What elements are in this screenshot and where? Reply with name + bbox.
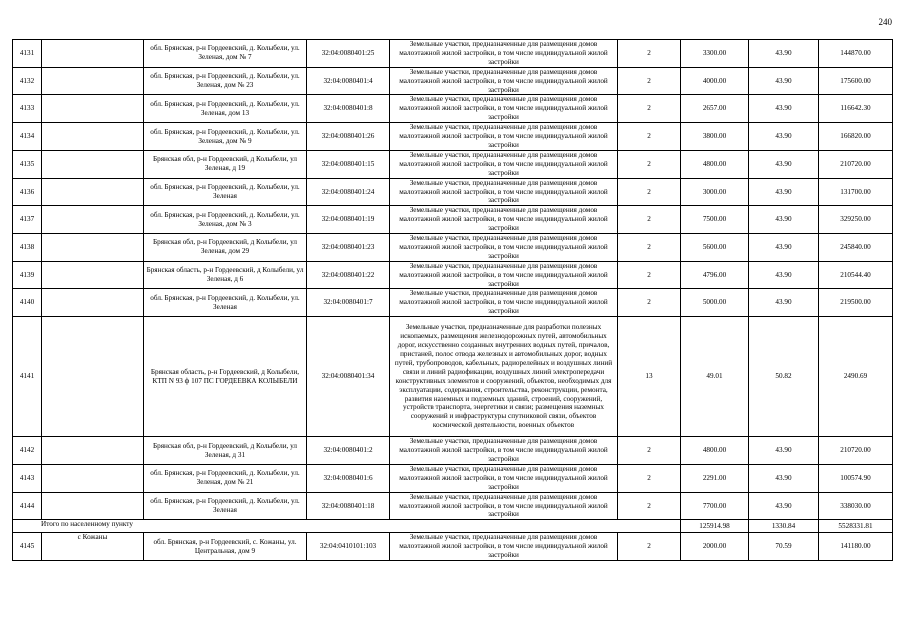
land-use-cell: Земельные участки, предназначенные для размещения домов малоэтажной жилой застройки, в том числе индивидуальной жилой застройки xyxy=(390,95,618,123)
land-use-cell: Земельные участки, предназначенные для размещения домов малоэтажной жилой застройки, в том числе индивидуальной жилой застройки xyxy=(390,206,618,234)
cadastral-value-cell: 245840.00 xyxy=(819,234,893,262)
use-group-cell: 2 xyxy=(618,150,681,178)
land-use-cell: Земельные участки, предназначенные для размещения домов малоэтажной жилой застройки, в том числе индивидуальной жилой застройки xyxy=(390,261,618,289)
blank-cell xyxy=(42,261,144,289)
total-row xyxy=(13,520,893,533)
land-use-cell: Земельные участки, предназначенные для размещения домов малоэтажной жилой застройки, в том числе индивидуальной жилой застройки xyxy=(390,150,618,178)
cadastral-number-cell: 32:04:0080401:2 xyxy=(307,437,390,465)
row-number: 4142 xyxy=(13,437,42,465)
area-cell: 3000.00 xyxy=(681,178,749,206)
table-row xyxy=(13,123,893,151)
land-use-cell: Земельные участки, предназначенные для размещения домов малоэтажной жилой застройки, в том числе индивидуальной жилой застройки xyxy=(390,40,618,68)
use-group-cell: 2 xyxy=(618,261,681,289)
area-cell: 2657.00 xyxy=(681,95,749,123)
table-row xyxy=(13,533,893,561)
table-row xyxy=(13,95,893,123)
cadastral-value-cell: 219500.00 xyxy=(819,289,893,317)
blank-cell xyxy=(42,464,144,492)
land-use-cell: Земельные участки, предназначенные для размещения домов малоэтажной жилой застройки, в том числе индивидуальной жилой застройки xyxy=(390,437,618,465)
table-row xyxy=(13,492,893,520)
area-cell: 7500.00 xyxy=(681,206,749,234)
cadastral-number-cell: 32:04:0080401:22 xyxy=(307,261,390,289)
table-row xyxy=(13,67,893,95)
registry-rows xyxy=(13,40,893,561)
rate-cell: 43.90 xyxy=(749,289,819,317)
address-cell: обл. Брянская, р-н Гордеевский, д. Колыбели, ул. Зеленая, дом № 23 xyxy=(144,67,307,95)
blank-cell xyxy=(42,123,144,151)
total-rate: 1330.84 xyxy=(749,520,819,533)
cadastral-value-cell: 100574.90 xyxy=(819,464,893,492)
rate-cell: 43.90 xyxy=(749,123,819,151)
total-value: 5528331.81 xyxy=(819,520,893,533)
cadastral-number-cell: 32:04:0080401:34 xyxy=(307,317,390,437)
total-label: Итого по населенному пункту xyxy=(13,520,681,533)
row-number: 4137 xyxy=(13,206,42,234)
blank-cell xyxy=(42,67,144,95)
area-cell: 4796.00 xyxy=(681,261,749,289)
cadastral-number-cell: 32:04:0080401:6 xyxy=(307,464,390,492)
use-group-cell: 2 xyxy=(618,234,681,262)
rate-cell: 43.90 xyxy=(749,464,819,492)
cadastral-value-cell: 166820.00 xyxy=(819,123,893,151)
cadastral-value-cell: 210720.00 xyxy=(819,437,893,465)
row-number: 4139 xyxy=(13,261,42,289)
area-cell: 4000.00 xyxy=(681,67,749,95)
address-cell: Брянская обл, р-н Гордеевский, д Колыбели, ул Зеленая, дом 29 xyxy=(144,234,307,262)
use-group-cell: 2 xyxy=(618,178,681,206)
land-use-cell: Земельные участки, предназначенные для размещения домов малоэтажной жилой застройки, в том числе индивидуальной жилой застройки xyxy=(390,67,618,95)
row-number: 4134 xyxy=(13,123,42,151)
use-group-cell: 2 xyxy=(618,67,681,95)
cadastral-value-cell: 116642.30 xyxy=(819,95,893,123)
area-cell: 3800.00 xyxy=(681,123,749,151)
blank-cell xyxy=(42,317,144,437)
table-row xyxy=(13,437,893,465)
rate-cell: 43.90 xyxy=(749,150,819,178)
land-use-cell: Земельные участки, предназначенные для разработки полезных ископаемых, размещения железнодорожных путей, автомобильных дорог, искусственно созданных внутренних водных путей, причалов, пристаней, полос отвода железных и автомобильных дорог, водных путей, трубопроводов, кабельных, радиорелейных и воздушных линий связи и линий радиофикации, воздушных линий электропередачи конструктивных элементов и сооружений, объектов, необходимых для эксплуатации, содержания, строительства, реконструкции, ремонта, развития наземных и подземных зданий, строений, сооружений, устройств транспорта, энергетики и связи; размещения наземных сооружений и инфраструктуры спутниковой связи, объектов космической деятельности, военных объектов xyxy=(390,317,618,437)
row-number: 4138 xyxy=(13,234,42,262)
row-number: 4140 xyxy=(13,289,42,317)
cadastral-value-cell: 338030.00 xyxy=(819,492,893,520)
cadastral-number-cell: 32:04:0080401:15 xyxy=(307,150,390,178)
area-cell: 5600.00 xyxy=(681,234,749,262)
address-cell: обл. Брянская, р-н Гордеевский, с. Кожаны, ул. Центральная, дом 9 xyxy=(144,533,307,561)
cadastral-value-cell: 329250.00 xyxy=(819,206,893,234)
cadastral-number-cell: 32:04:0080401:25 xyxy=(307,40,390,68)
cadastral-value-cell: 175600.00 xyxy=(819,67,893,95)
blank-cell xyxy=(42,437,144,465)
cadastral-value-cell: 210544.40 xyxy=(819,261,893,289)
row-number: 4131 xyxy=(13,40,42,68)
area-cell: 49.01 xyxy=(681,317,749,437)
use-group-cell: 2 xyxy=(618,95,681,123)
rate-cell: 43.90 xyxy=(749,67,819,95)
address-cell: обл. Брянская, р-н Гордеевский, д. Колыбели, ул. Зеленая, дом № 3 xyxy=(144,206,307,234)
land-use-cell: Земельные участки, предназначенные для размещения домов малоэтажной жилой застройки, в том числе индивидуальной жилой застройки xyxy=(390,464,618,492)
address-cell: обл. Брянская, р-н Гордеевский, д. Колыбели, ул. Зеленая xyxy=(144,289,307,317)
row-number: 4135 xyxy=(13,150,42,178)
use-group-cell: 2 xyxy=(618,123,681,151)
address-cell: обл. Брянская, р-н Гордеевский, д. Колыбели, ул. Зеленая, дом № 9 xyxy=(144,123,307,151)
page-number: 240 xyxy=(878,17,892,27)
area-cell: 3300.00 xyxy=(681,40,749,68)
rate-cell: 43.90 xyxy=(749,40,819,68)
cadastral-value-cell: 144870.00 xyxy=(819,40,893,68)
table-row xyxy=(13,464,893,492)
registry-table xyxy=(12,39,893,561)
use-group-cell: 2 xyxy=(618,492,681,520)
rate-cell: 70.59 xyxy=(749,533,819,561)
rate-cell: 43.90 xyxy=(749,95,819,123)
land-use-cell: Земельные участки, предназначенные для размещения домов малоэтажной жилой застройки, в том числе индивидуальной жилой застройки xyxy=(390,533,618,561)
area-cell: 5000.00 xyxy=(681,289,749,317)
address-cell: Брянская обл, р-н Гордеевский, д Колыбели, ул Зеленая, д 19 xyxy=(144,150,307,178)
settlement-name: с Кожаны xyxy=(42,533,144,561)
cadastral-value-cell: 131700.00 xyxy=(819,178,893,206)
row-number: 4145 xyxy=(13,533,42,561)
table-row xyxy=(13,261,893,289)
rate-cell: 43.90 xyxy=(749,234,819,262)
row-number: 4133 xyxy=(13,95,42,123)
address-cell: обл. Брянская, р-н Гордеевский, д. Колыбели, ул. Зеленая xyxy=(144,178,307,206)
cadastral-number-cell: 32:04:0080401:8 xyxy=(307,95,390,123)
cadastral-number-cell: 32:04:0080401:18 xyxy=(307,492,390,520)
cadastral-number-cell: 32:04:0080401:4 xyxy=(307,67,390,95)
land-use-cell: Земельные участки, предназначенные для размещения домов малоэтажной жилой застройки, в том числе индивидуальной жилой застройки xyxy=(390,289,618,317)
cadastral-value-cell: 141180.00 xyxy=(819,533,893,561)
blank-cell xyxy=(42,178,144,206)
land-use-cell: Земельные участки, предназначенные для размещения домов малоэтажной жилой застройки, в том числе индивидуальной жилой застройки xyxy=(390,492,618,520)
total-area: 125914.98 xyxy=(681,520,749,533)
use-group-cell: 2 xyxy=(618,206,681,234)
address-cell: обл. Брянская, р-н Гордеевский, д. Колыбели, ул. Зеленая, дом 13 xyxy=(144,95,307,123)
table-row xyxy=(13,40,893,68)
land-use-cell: Земельные участки, предназначенные для размещения домов малоэтажной жилой застройки, в том числе индивидуальной жилой застройки xyxy=(390,178,618,206)
table-row xyxy=(13,150,893,178)
blank-cell xyxy=(42,289,144,317)
rate-cell: 43.90 xyxy=(749,206,819,234)
row-number: 4141 xyxy=(13,317,42,437)
table-row xyxy=(13,206,893,234)
cadastral-number-cell: 32:04:0080401:26 xyxy=(307,123,390,151)
cadastral-number-cell: 32:04:0410101:103 xyxy=(307,533,390,561)
row-number: 4143 xyxy=(13,464,42,492)
use-group-cell: 2 xyxy=(618,437,681,465)
address-cell: обл. Брянская, р-н Гордеевский, д. Колыбели, ул. Зеленая xyxy=(144,492,307,520)
row-number: 4136 xyxy=(13,178,42,206)
area-cell: 4800.00 xyxy=(681,150,749,178)
address-cell: Брянская обл, р-н Гордеевский, д Колыбели, ул Зеленая, д 31 xyxy=(144,437,307,465)
blank-cell xyxy=(42,492,144,520)
cadastral-number-cell: 32:04:0080401:7 xyxy=(307,289,390,317)
table-row xyxy=(13,317,893,437)
blank-cell xyxy=(42,95,144,123)
rate-cell: 43.90 xyxy=(749,492,819,520)
land-use-cell: Земельные участки, предназначенные для размещения домов малоэтажной жилой застройки, в том числе индивидуальной жилой застройки xyxy=(390,234,618,262)
cadastral-value-cell: 2490.69 xyxy=(819,317,893,437)
area-cell: 2291.00 xyxy=(681,464,749,492)
use-group-cell: 2 xyxy=(618,464,681,492)
land-use-cell: Земельные участки, предназначенные для размещения домов малоэтажной жилой застройки, в том числе индивидуальной жилой застройки xyxy=(390,123,618,151)
table-row xyxy=(13,234,893,262)
row-number: 4132 xyxy=(13,67,42,95)
cadastral-number-cell: 32:04:0080401:19 xyxy=(307,206,390,234)
address-cell: обл. Брянская, р-н Гордеевский, д. Колыбели, ул. Зеленая, дом № 7 xyxy=(144,40,307,68)
blank-cell xyxy=(42,150,144,178)
cadastral-value-cell: 210720.00 xyxy=(819,150,893,178)
cadastral-number-cell: 32:04:0080401:23 xyxy=(307,234,390,262)
cadastral-number-cell: 32:04:0080401:24 xyxy=(307,178,390,206)
use-group-cell: 13 xyxy=(618,317,681,437)
use-group-cell: 2 xyxy=(618,40,681,68)
address-cell: Брянская область, р-н Гордеевский, д Колыбели, ул Зеленая, д 6 xyxy=(144,261,307,289)
table-row xyxy=(13,178,893,206)
rate-cell: 50.82 xyxy=(749,317,819,437)
area-cell: 4800.00 xyxy=(681,437,749,465)
blank-cell xyxy=(42,206,144,234)
area-cell: 7700.00 xyxy=(681,492,749,520)
area-cell: 2000.00 xyxy=(681,533,749,561)
blank-cell xyxy=(42,40,144,68)
rate-cell: 43.90 xyxy=(749,178,819,206)
use-group-cell: 2 xyxy=(618,533,681,561)
row-number: 4144 xyxy=(13,492,42,520)
table-row xyxy=(13,289,893,317)
rate-cell: 43.90 xyxy=(749,261,819,289)
rate-cell: 43.90 xyxy=(749,437,819,465)
address-cell: Брянская область, р-н Гордеевский, д Колыбели, КТП N 93 ф 107 ПС ГОРДЕЕВКА КОЛЫБЕЛИ xyxy=(144,317,307,437)
blank-cell xyxy=(42,234,144,262)
use-group-cell: 2 xyxy=(618,289,681,317)
address-cell: обл. Брянская, р-н Гордеевский, д. Колыбели, ул. Зеленая, дом № 21 xyxy=(144,464,307,492)
